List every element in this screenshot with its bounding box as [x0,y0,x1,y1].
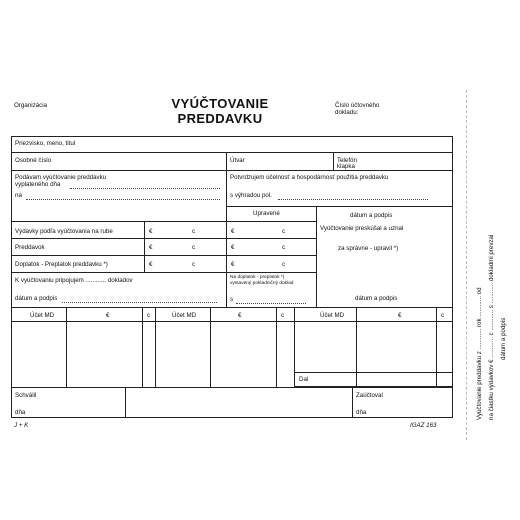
department-label[interactable]: Útvar [230,157,245,164]
divider [276,307,277,387]
cent: c [441,312,445,319]
day-label[interactable]: dňa [15,409,26,416]
authorized-label: Upravené [253,210,280,217]
personal-number-label[interactable]: Osobné číslo [15,157,52,164]
voucher-label-line1: Číslo účtovného [335,102,380,109]
divider [11,152,453,153]
divider [352,387,353,418]
phone-label-line2[interactable]: klapka [337,163,355,170]
voucher-line [236,303,306,304]
reviewed-label: Vyúčtovanie preskúšal a uznal [320,225,404,232]
cent: c [192,261,196,268]
divider [142,307,143,387]
divider [11,272,316,273]
divider [11,221,226,222]
reservation-label[interactable]: s výhradou pol. [230,192,272,199]
cent: c [282,244,286,251]
divider [11,307,453,308]
footer-right: IGAZ 163 [410,422,437,429]
perforation-line [466,90,467,440]
divider [66,307,67,387]
currency: € [231,261,235,268]
divider [11,170,453,171]
booked-label[interactable]: Zaúčtoval [356,392,383,399]
divider [210,307,211,387]
s-label: s [230,296,234,303]
currency: € [106,312,110,319]
divider [155,307,156,387]
confirm-label: Potvrdzujem účelnosť a hospodárnosť použitia preddavku [230,174,389,181]
dal-label[interactable]: Dal [299,376,309,383]
surcharge-label: Doplatok - Preplatok preddavku *) [15,261,108,268]
attach-label: K vyúčtovaniu pripojujem ............ dokladov [15,277,133,284]
form-title-line1: VYÚČTOVANIE [171,96,269,111]
organization-label: Organizácia [14,102,48,109]
submit-label-line1: Podávam vyúčtovanie preddavku [15,174,107,181]
currency: € [398,312,402,319]
currency: € [149,261,153,268]
signature-line [62,302,217,303]
submit-label-line2[interactable]: vyplateného dňa [15,181,61,188]
divider [11,255,316,256]
currency: € [149,228,153,235]
side-line-2: na čiastku výdavkov € ............ c ............ s ............ dokladmi prevzal [488,234,495,420]
date-signature-label: dátum a podpis [350,212,393,219]
dal-box [294,372,453,387]
surcharge-note-line2: vystavený pokladničný doklad [230,281,294,286]
surcharge-note-line1: Na doplatok - preplatok *) [230,275,285,280]
currency: € [149,244,153,251]
footer-left: J + K [14,422,29,429]
na-label[interactable]: na [15,192,22,199]
cent: c [147,312,151,319]
side-line-3: dátum a podpis [500,317,507,360]
divider [11,387,453,388]
divider [333,152,334,170]
divider [226,221,316,222]
currency: € [238,312,242,319]
ucet-md-label: Účet MD [30,312,55,319]
divider [316,206,317,221]
reservation-line [278,199,428,200]
divider [125,387,126,418]
currency: € [231,228,235,235]
ucet-md-label: Účet MD [172,312,197,319]
cent: c [282,228,286,235]
cent: c [192,228,196,235]
advance-label: Preddavok [15,244,45,251]
cent: c [192,244,196,251]
expenses-label: Výdavky podľa vyúčtovania na rube [15,228,113,235]
cent: c [281,312,285,319]
side-line-1: Vyúčtovanie preddavku z ............ rok ............ od [476,287,483,420]
divider [11,238,316,239]
currency: € [231,244,235,251]
date-signature-label2: dátum a podpis [355,295,398,302]
voucher-label-line2: dokladu: [335,109,359,116]
phone-label-line1: Telefón [337,157,357,164]
approved-label[interactable]: Schválil [15,392,37,399]
day-label[interactable]: dňa [356,409,367,416]
correct-label: za správne - upravil *) [338,245,399,252]
divider [11,321,453,322]
ucet-md-label: Účet MD [320,312,345,319]
purpose-line [26,199,220,200]
divider [226,206,453,207]
divider [226,272,227,307]
date-line [70,188,220,189]
date-signature-label3: dátum a podpis [15,295,58,302]
divider [316,221,317,307]
divider [144,221,145,272]
cent: c [282,261,286,268]
form-title-line2: PREDDAVKU [177,111,263,126]
name-label[interactable]: Priezvisko, meno, titul [15,140,76,147]
